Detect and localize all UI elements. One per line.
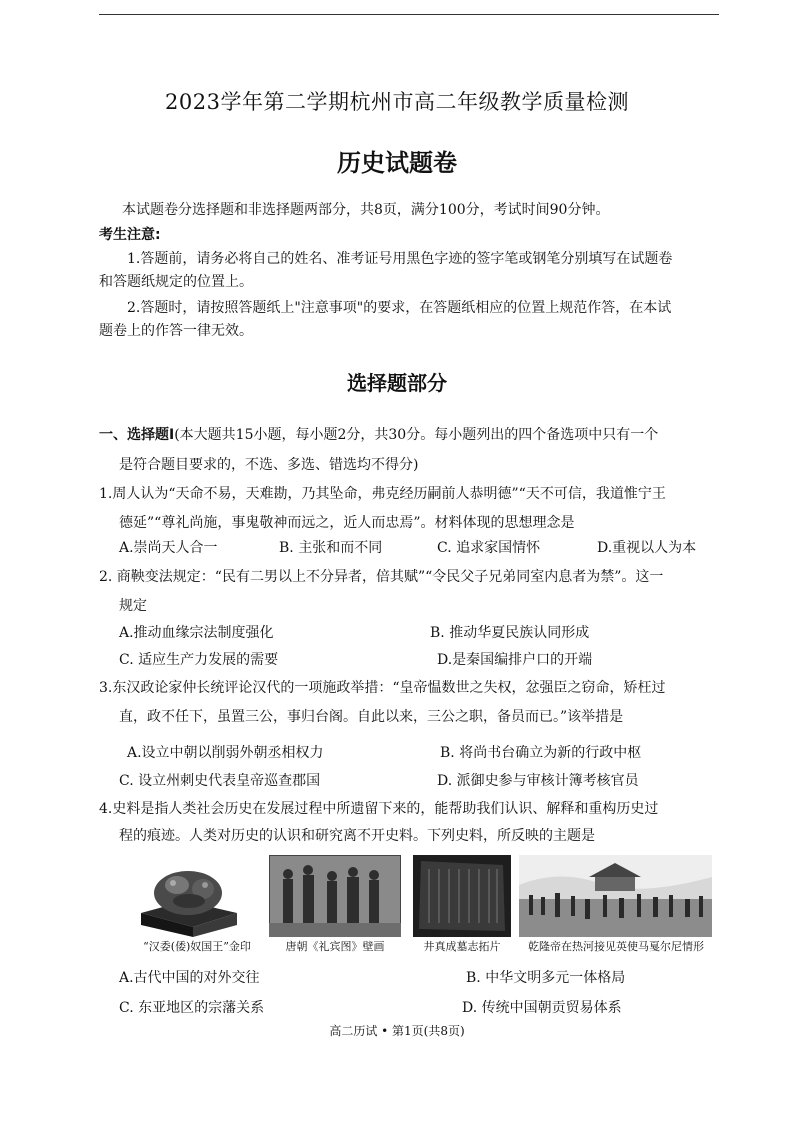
q3-option-c[interactable]: C. 设立州刺史代表皇帝巡查郡国: [119, 773, 321, 789]
note2-line1: 2.答题时，请按照答题纸上"注意事项"的要求，在答题纸相应的位置上规范作答，在本试: [127, 300, 672, 316]
q2-option-a[interactable]: A.推动血缘宗法制度强化: [119, 625, 274, 641]
exam-summary: 本试题卷分选择题和非选择题两部分，共8页，满分100分，考试时间90分钟。: [122, 202, 610, 218]
q1-option-a[interactable]: A.崇尚天人合一: [119, 540, 218, 556]
q2-stem-line1: 2. 商鞅变法规定：“民有二男以上不分异者，倍其赋”“令民父子兄弟同室内息者为禁”。这一: [99, 569, 664, 585]
q3-option-b[interactable]: B. 将尚书台确立为新的行政中枢: [440, 745, 642, 761]
note1-line1: 1.答题前，请务必将自己的姓名、准考证号用黑色字迹的签字笔或钢笔分别填写在试题卷: [127, 251, 673, 267]
gold-seal-image: [133, 855, 261, 937]
q4-option-a[interactable]: A.古代中国的对外交往: [119, 970, 260, 986]
q4-stem-line1: 4.史料是指人类社会历史在发展过程中所遗留下来的，能帮助我们认识、解释和重构历史过: [99, 801, 659, 817]
q2-option-b[interactable]: B. 推动华夏民族认同形成: [430, 625, 590, 641]
figure-caption-seal: “汉委(倭)奴国王”金印: [143, 940, 251, 953]
epitaph-rubbing-image: [413, 855, 511, 937]
note1-line2: 和答题纸规定的位置上。: [99, 274, 253, 290]
q3-option-a[interactable]: A.设立中朝以削弱外朝丞相权力: [127, 745, 324, 761]
q4-option-c[interactable]: C. 东亚地区的宗藩关系: [119, 1000, 265, 1016]
q1-option-c[interactable]: C. 追求家国情怀: [437, 540, 541, 556]
q1-stem-line2: 德延”“尊礼尚施，事鬼敬神而远之，近人而忠焉”。材料体现的思想理念是: [119, 515, 575, 531]
q2-option-d[interactable]: D.是秦国编排户口的开端: [437, 652, 593, 668]
q1-stem-line1: 1.周人认为“天命不易，天难勘，乃其坠命，弗克经历嗣前人恭明德”“天不可信，我道惟宁王: [99, 486, 666, 502]
top-rule: [99, 14, 719, 15]
q4-option-b[interactable]: B. 中华文明多元一体格局: [466, 970, 626, 986]
part-heading: [99, 425, 658, 445]
q1-option-b[interactable]: B. 主张和而不同: [279, 540, 383, 556]
notice-label: 考生注意:: [99, 227, 161, 243]
q2-option-c[interactable]: C. 适应生产力发展的需要: [119, 652, 279, 668]
figure-caption-epitaph: 井真成墓志拓片: [423, 940, 501, 953]
part-desc-line1: (本大题共15小题，每小题2分，共30分。每小题列出的四个备选项中只有一个: [174, 427, 659, 443]
q4-stem-line2: 程的痕迹。人类对历史的认识和研究离不开史料。下列史料，所反映的主题是: [119, 828, 595, 844]
subject-title: 历史试题卷: [337, 149, 457, 177]
exam-title: 2023学年第二学期杭州市高二年级教学质量检测: [165, 90, 629, 114]
q3-option-d[interactable]: D. 派御史参与审核计簿考核官员: [437, 773, 639, 789]
figure-caption-mural: 唐朝《礼宾图》壁画: [285, 940, 385, 953]
figure-caption-engraving: 乾隆帝在热河接见英使马戛尔尼情形: [528, 940, 704, 953]
part-label: 一、选择题Ⅰ: [99, 427, 175, 443]
q3-stem-line1: 3.东汉政论家仲长统评论汉代的一项施政举措：“皇帝愠数世之失权，忿强臣之窃命，矫枉过: [99, 680, 666, 696]
note2-line2: 题卷上的作答一律无效。: [99, 323, 253, 339]
q1-option-d[interactable]: D.重视以人为本: [597, 540, 697, 556]
q2-stem-line2: 规定: [119, 598, 147, 614]
page-footer: 高二历试 • 第1页(共8页): [329, 1024, 465, 1038]
mural-image: [269, 855, 401, 937]
part-desc-line2: 是符合题目要求的，不选、多选、错选均不得分): [119, 457, 419, 473]
q4-option-d[interactable]: D. 传统中国朝贡贸易体系: [462, 1000, 622, 1016]
engraving-image: [519, 855, 712, 937]
q3-stem-line2: 直，政不任下，虽置三公，事归台阁。自此以来，三公之职，备员而已。”该举措是: [119, 709, 624, 725]
section-title: 选择题部分: [347, 371, 447, 395]
